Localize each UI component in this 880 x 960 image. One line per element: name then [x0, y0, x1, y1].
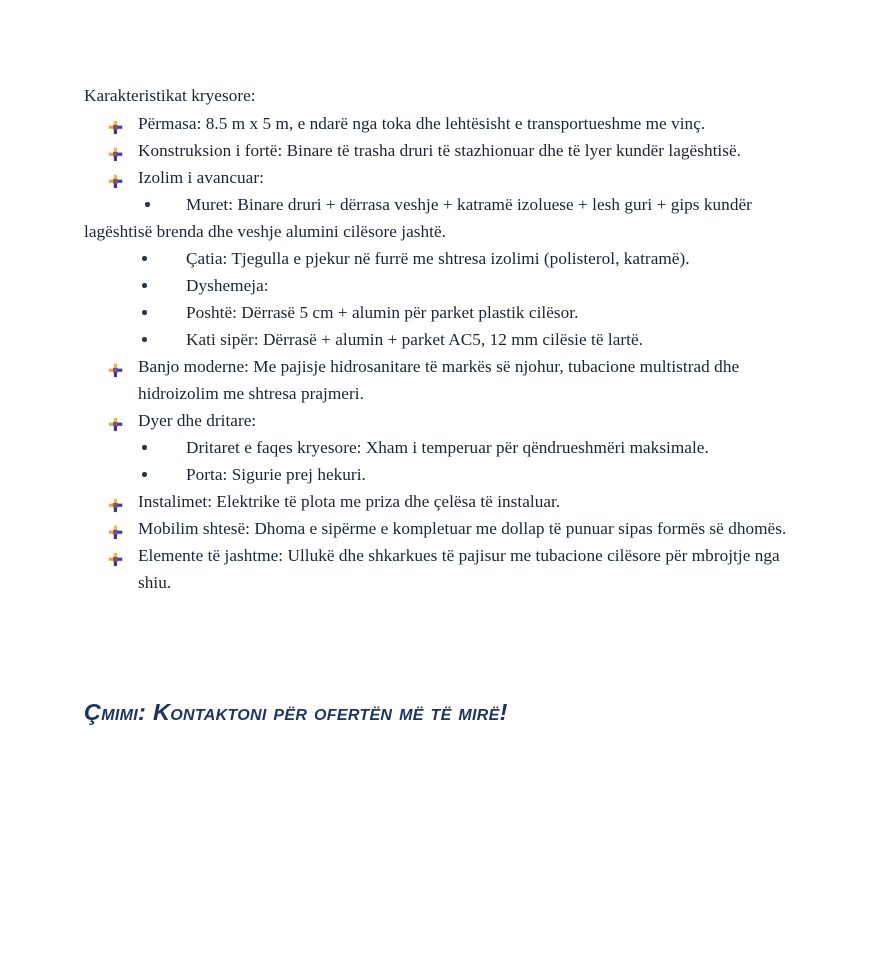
sub-list-item [84, 191, 810, 245]
arrow-cross-bullet-icon [108, 413, 123, 428]
sub-list-item-text: Çatia: Tjegulla e pjekur në furrë me shtresa izolimi (polisterol, katramë). [186, 249, 690, 268]
list-item [84, 515, 810, 542]
round-dot-bullet-icon [145, 202, 150, 207]
document-body [84, 82, 810, 596]
section-intro-heading: Karakteristikat kryesore: [84, 86, 256, 105]
list-item [84, 407, 810, 434]
sub-list-item [84, 245, 810, 272]
sub-list-item [84, 434, 810, 461]
list-item-text: Banjo moderne: Me pajisje hidrosanitare të markës së njohur, tubacione multistrad dhe hidroizolim me shtresa prajmeri. [138, 357, 740, 403]
sub-list-item-text: Kati sipër: Dërrasë + alumin + parket AC5, 12 mm cilësie të lartë. [186, 330, 644, 349]
list-item-text: Dyer dhe dritare: [138, 411, 257, 430]
list-item-text: Instalimet: Elektrike të plota me priza dhe çelësa të instaluar. [138, 492, 561, 511]
list-item [84, 164, 810, 191]
list-item [84, 542, 810, 596]
sub-list-item-text: Dritaret e faqes kryesore: Xham i temperuar për qëndrueshmëri maksimale. [186, 438, 709, 457]
sub-list-item-text: Porta: Sigurie prej hekuri. [186, 465, 366, 484]
arrow-cross-bullet-icon [108, 548, 123, 563]
arrow-cross-bullet-icon [108, 359, 123, 374]
list-item [84, 353, 810, 407]
list-item-text: Konstruksion i fortë: Binare të trasha druri të stazhionuar dhe të lyer kundër lagështisë. [138, 141, 742, 160]
round-dot-bullet-icon [142, 445, 147, 450]
arrow-cross-bullet-icon [108, 494, 123, 509]
arrow-cross-bullet-icon [108, 170, 123, 185]
list-item [84, 137, 810, 164]
list-item-text: Izolim i avancuar: [138, 168, 264, 187]
round-dot-bullet-icon [142, 337, 147, 342]
sub-list-item-text: Poshtë: Dërrasë 5 cm + alumin për parket plastik cilësor. [186, 303, 579, 322]
sub-list-item [84, 272, 810, 299]
round-dot-bullet-icon [142, 256, 147, 261]
sub-list-item [84, 299, 810, 326]
arrow-cross-bullet-icon [108, 116, 123, 131]
list-item-text: Elemente të jashtme: Ullukë dhe shkarkues të pajisur me tubacione cilësore për mbrojtje nga shiu. [138, 546, 780, 592]
sub-list-item [84, 461, 810, 488]
round-dot-bullet-icon [142, 283, 147, 288]
price-call-to-action-heading: Çmimi: Kontaktoni për ofertën më të mirë! [84, 699, 508, 725]
list-item-text: Përmasa: 8.5 m x 5 m, e ndarë nga toka dhe lehtësisht e transportueshme me vinç. [138, 114, 706, 133]
arrow-cross-bullet-icon [108, 521, 123, 536]
round-dot-bullet-icon [142, 310, 147, 315]
sub-list-item-text: Dyshemeja: [186, 276, 269, 295]
list-item-text: Mobilim shtesë: Dhoma e sipërme e kompletuar me dollap të punuar sipas formës së dhomës. [138, 519, 787, 538]
sub-list-item [84, 326, 810, 353]
sub-list-item-text: Muret: Binare druri + dërrasa veshje + katramë izoluese + lesh guri + gips kundër lagështisë brenda dhe veshje alumini cilësore jashtë. [84, 195, 752, 241]
arrow-cross-bullet-icon [108, 143, 123, 158]
list-item [84, 110, 810, 137]
round-dot-bullet-icon [142, 472, 147, 477]
list-item [84, 488, 810, 515]
